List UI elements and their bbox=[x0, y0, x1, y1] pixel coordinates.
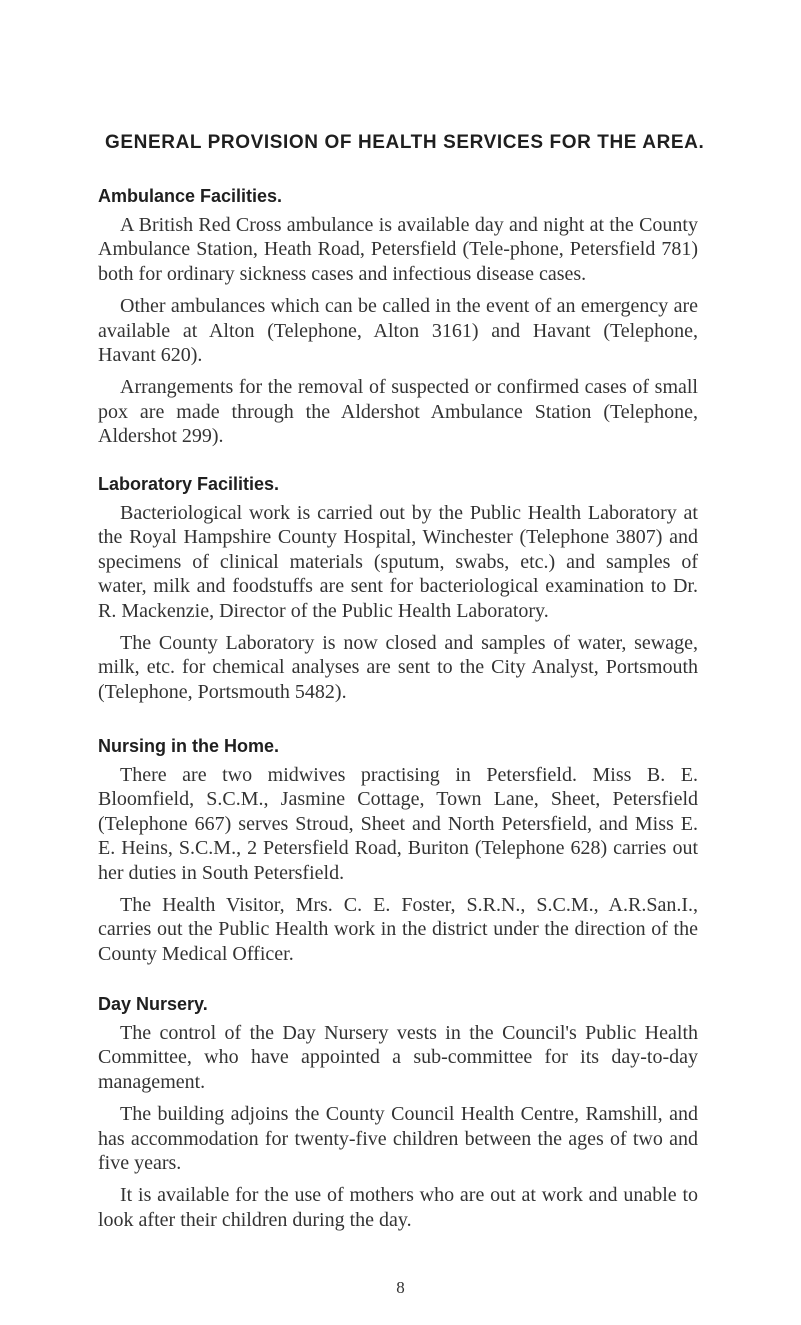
section-nursing-in-the-home bbox=[98, 736, 698, 974]
section-day-nursery bbox=[98, 994, 698, 1240]
section-heading: Ambulance Facilities. bbox=[98, 186, 283, 206]
paragraph: The control of the Day Nursery vests in the Council's Public Health Committee, who have appointed a sub-committee for its day-to-day management. bbox=[98, 1022, 698, 1093]
paragraph: There are two midwives practising in Petersfield. Miss B. E. Bloomfield, S.C.M., Jasmine Cottage, Town Lane, Sheet, Petersfield (Telephone 667) serves Stroud, Sheet and North Petersfield, and Miss E. E. Heins, S.C.M., 2 Petersfield Road, Buriton (Telephone 628) carries out her duties in South Petersfield. bbox=[98, 764, 698, 884]
paragraph: The Health Visitor, Mrs. C. E. Foster, S.R.N., S.C.M., A.R.San.I., carries out the Public Health work in the district under the direction of the County Medical Officer. bbox=[98, 894, 698, 965]
section-heading: Laboratory Facilities. bbox=[98, 474, 280, 494]
section-laboratory-facilities bbox=[98, 474, 698, 712]
paragraph: Arrangements for the removal of suspected or confirmed cases of small pox are made through the Aldershot Ambulance Station (Telephone, Aldershot 299). bbox=[98, 376, 698, 448]
paragraph: The building adjoins the County Council Health Centre, Ramshill, and has accommodation for twenty-five children between the ages of two and five years. bbox=[98, 1103, 698, 1175]
paragraph: The County Laboratory is now closed and samples of water, sewage, milk, etc. for chemical analyses are sent to the City Analyst, Portsmouth (Telephone, Portsmouth 5482). bbox=[98, 632, 698, 703]
section-ambulance-facilities bbox=[98, 186, 698, 457]
paragraph: Other ambulances which can be called in the event of an emergency are available at Alton (Telephone, Alton 3161) and Havant (Telephone, Havant 620). bbox=[98, 295, 698, 367]
page-number: 8 bbox=[396, 1278, 405, 1297]
section-heading: Day Nursery. bbox=[98, 994, 208, 1014]
paragraph: It is available for the use of mothers who are out at work and unable to look after their children during the day. bbox=[98, 1184, 698, 1231]
page-title: GENERAL PROVISION OF HEALTH SERVICES FOR THE AREA. bbox=[105, 132, 705, 153]
paragraph: A British Red Cross ambulance is available day and night at the County Ambulance Station, Heath Road, Petersfield (Tele-phone, Petersfield 781) both for ordinary sickness cases and infectious disease cases. bbox=[98, 214, 698, 285]
section-heading: Nursing in the Home. bbox=[98, 736, 280, 756]
paragraph: Bacteriological work is carried out by the Public Health Laboratory at the Royal Hampshire County Hospital, Winchester (Telephone 3807) and specimens of clinical materials (sputum, swabs, etc.) and samples of water, milk and foodstuffs are sent for bacteriological examination to Dr. R. Mackenzie, Director of the Public Health Laboratory. bbox=[98, 502, 698, 622]
